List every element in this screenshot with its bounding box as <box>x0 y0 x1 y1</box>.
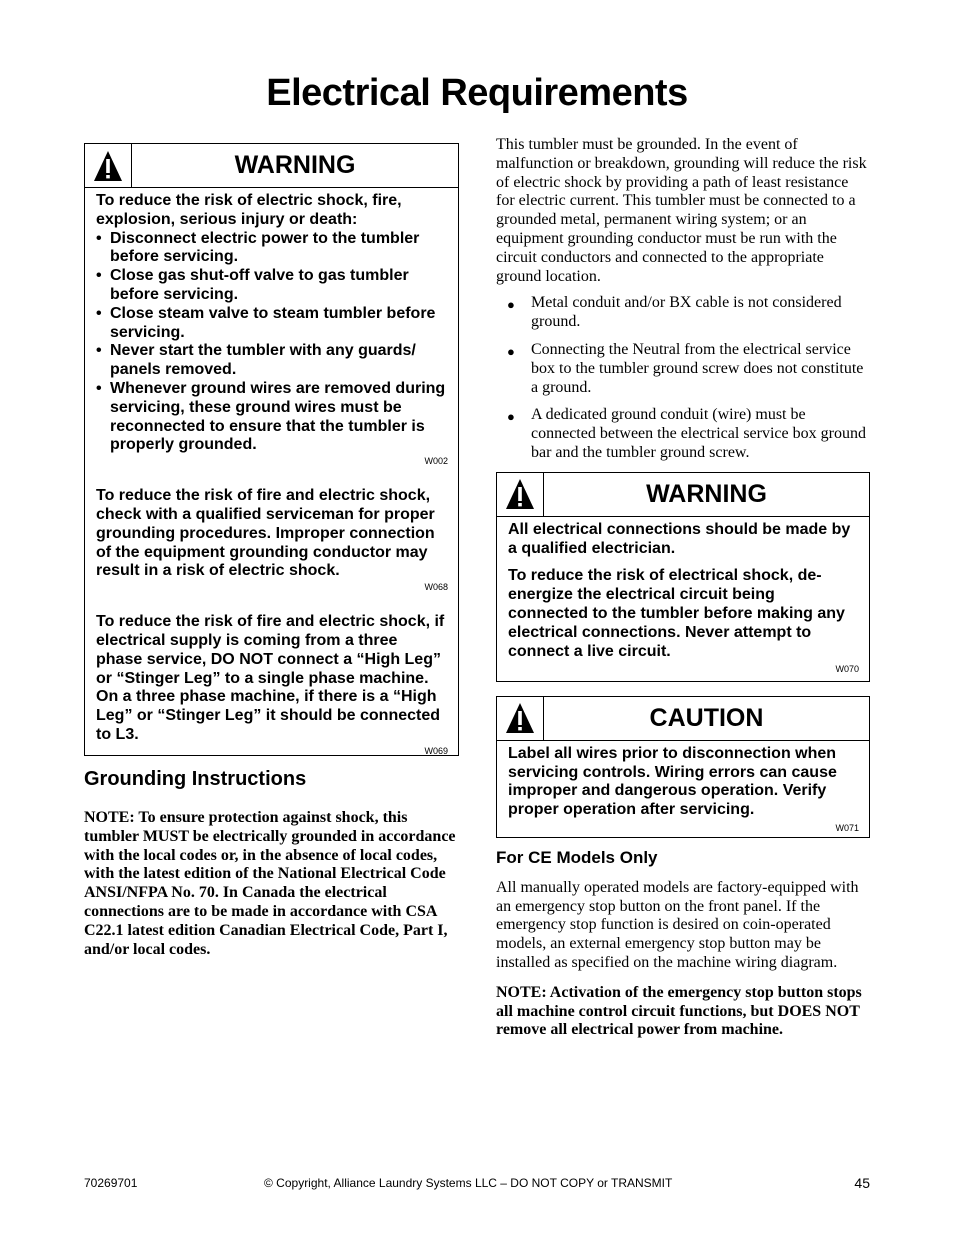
grounding-intro: This tumbler must be grounded. In the event of malfunction or breakdown, grounding will reduce the risk of electric shock by providing a path of least resistance for electric current. This tumbler must be connected to a grounded metal, permanent wiring system; or an equipment grounding conductor must be run with the circuit conductors and connected to the appropriate ground location. <box>496 136 867 285</box>
caution-paragraph: Label all wires prior to disconnection when servicing controls. Wiring errors can cause improper and dangerous operation. Verify proper operation after servicing. <box>508 744 837 819</box>
warning-body <box>85 188 458 763</box>
warning-paragraph: To reduce the risk of electrical shock, de-energize the electrical circuit being connected to the tumbler before making any electrical connections. Never attempt to connect a live circuit. <box>508 567 845 660</box>
list-item: ● Connecting the Neutral from the electrical service box to the tumbler ground screw does not constitute a ground. <box>507 340 864 396</box>
left-column <box>84 143 459 959</box>
caution-body <box>497 741 869 840</box>
warning-paragraph: To reduce the risk of fire and electric shock, if electrical supply is coming from a three phase service, DO NOT connect a “High Leg” or “Stinger Leg” to a single phase machine. On a three phase machine, if there is a “High Leg” or “Stinger Leg” it should be connected to L3. <box>96 613 445 743</box>
warning-triangle-icon <box>497 697 544 740</box>
warning-paragraph: All electrical connections should be made by a qualified electrician. <box>508 520 851 557</box>
warning-intro: To reduce the risk of electric shock, fire, explosion, serious injury or death: <box>96 192 402 228</box>
warning-bullet: • Whenever ground wires are removed during servicing, these ground wires must be reconnected to ensure that the tumbler is properly grounded. <box>96 380 446 455</box>
ce-heading: For CE Models Only <box>496 847 658 867</box>
right-column <box>496 136 870 1040</box>
warning-box-header <box>497 473 869 517</box>
caution-heading: CAUTION <box>649 703 764 732</box>
warning-bullet: • Close steam valve to steam tumbler before servicing. <box>96 305 446 343</box>
ce-note: NOTE: Activation of the emergency stop button stops all machine control circuit functions, but DOES NOT remove all electrical power from machine. <box>496 983 862 1039</box>
warning-bullet: • Never start the tumbler with any guards/ panels removed. <box>96 342 446 380</box>
grounding-note: NOTE: To ensure protection against shock, this tumbler MUST be electrically grounded in accordance with the local codes or, in the absence of local codes, with the latest edition of the National Electrical Code ANSI/NFPA No. 70. In Canada the electrical connections are to be made in accordance with CSA C22.1 latest edition Canadian Electrical Code, Part I, and/or local codes. <box>84 809 456 958</box>
ce-body: All manually operated models are factory-equipped with an emergency stop button on the front panel. If the emergency stop function is desired on coin-operated models, an external emergency stop button may be installed as specified on the machine wiring diagram. <box>496 878 859 971</box>
list-item: ● A dedicated ground conduit (wire) must be connected between the electrical service box ground bar and the tumbler ground screw. <box>507 406 866 461</box>
caution-box <box>496 696 870 838</box>
warning-code: W070 <box>835 664 859 675</box>
warning-box-header <box>85 144 458 188</box>
warning-body <box>497 517 869 682</box>
footer-page-number: 45 <box>854 1175 870 1191</box>
footer-doc-number: 70269701 <box>84 1176 138 1190</box>
list-item: ● Metal conduit and/or BX cable is not considered ground. <box>507 294 842 331</box>
grounding-bullet-list <box>496 294 870 462</box>
warning-bullet: • Close gas shut-off valve to gas tumbler before servicing. <box>96 267 446 305</box>
warning-triangle-icon <box>85 144 132 187</box>
warning-bullet: • Disconnect electric power to the tumbler before servicing. <box>96 230 446 268</box>
warning-box-right <box>496 472 870 682</box>
footer-copyright: © Copyright, Alliance Laundry Systems LLC – DO NOT COPY or TRANSMIT <box>264 1176 673 1190</box>
warning-code: W068 <box>424 582 448 593</box>
caution-box-header <box>497 697 869 741</box>
warning-triangle-icon <box>497 473 544 516</box>
warning-box-left <box>84 143 459 756</box>
warning-bullet-list <box>96 230 446 456</box>
warning-paragraph: To reduce the risk of fire and electric shock, check with a qualified serviceman for proper grounding procedures. Improper connection of the equipment grounding conductor may result in a risk of electric shock. <box>96 487 435 580</box>
warning-heading: WARNING <box>646 479 767 508</box>
warning-heading: WARNING <box>234 151 356 179</box>
page-title: Electrical Requirements <box>266 72 688 114</box>
warning-code: W069 <box>424 745 448 756</box>
grounding-heading: Grounding Instructions <box>84 768 307 790</box>
warning-code: W002 <box>424 456 448 467</box>
caution-code: W071 <box>835 822 859 833</box>
